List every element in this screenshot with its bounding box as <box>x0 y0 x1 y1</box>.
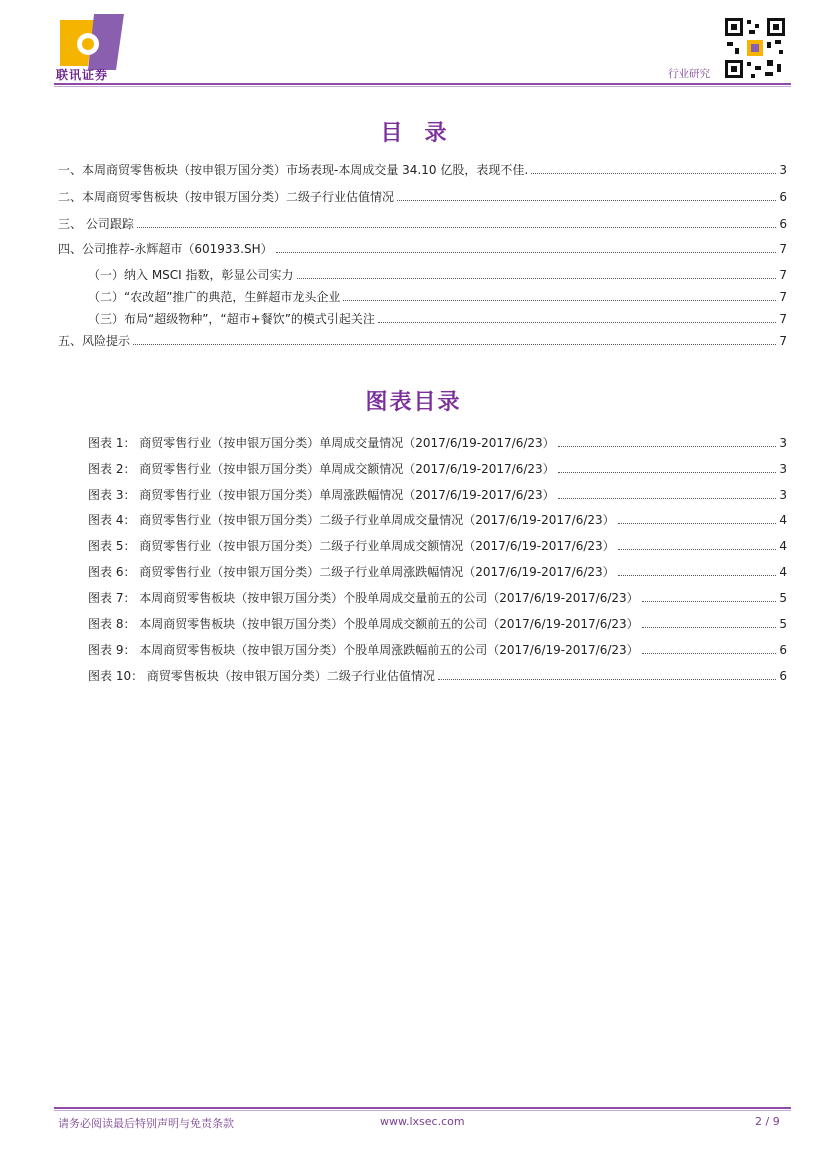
header-divider <box>54 83 791 85</box>
website-link[interactable]: www.lxsec.com <box>380 1115 465 1128</box>
figure-entry[interactable]: 图表 5： 商贸零售行业（按申银万国分类）二级子行业单周成交额情况（2017/6/19-2017/6/23） 4 <box>88 539 787 553</box>
page-number: 2 / 9 <box>755 1115 780 1128</box>
footer-divider <box>54 1107 791 1109</box>
figure-entry[interactable]: 图表 7： 本周商贸零售板块（按申银万国分类）个股单周成交量前五的公司（2017/6/19-2017/6/23） 5 <box>88 591 787 605</box>
figure-entry[interactable]: 图表 4： 商贸零售行业（按申银万国分类）二级子行业单周成交量情况（2017/6/19-2017/6/23） 4 <box>88 513 787 527</box>
disclaimer-text: 请务必阅读最后特别声明与免责条款 <box>58 1117 234 1130</box>
toc-entry[interactable]: 三、 公司跟踪 6 <box>58 217 787 231</box>
toc-entry[interactable]: 五、风险提示 7 <box>58 334 787 348</box>
figure-entry[interactable]: 图表 9： 本周商贸零售板块（按申银万国分类）个股单周涨跌幅前五的公司（2017/6/19-2017/6/23） 6 <box>88 643 787 657</box>
qr-code-icon <box>723 16 787 80</box>
figure-entry[interactable]: 图表 6： 商贸零售行业（按申银万国分类）二级子行业单周涨跌幅情况（2017/6/19-2017/6/23） 4 <box>88 565 787 579</box>
report-type-label: 行业研究 <box>668 68 710 80</box>
figure-list-title: 图表目录 <box>365 390 462 415</box>
figure-entry[interactable]: 图表 1： 商贸零售行业（按申银万国分类）单周成交量情况（2017/6/19-2017/6/23） 3 <box>88 436 787 450</box>
toc-entry[interactable]: 四、公司推荐-永辉超市（601933.SH） 7 <box>58 242 787 256</box>
toc-subentry[interactable]: （三）布局“超级物种”，“超市+餐饮”的模式引起关注 7 <box>88 312 787 326</box>
toc-subentry[interactable]: （二）“农改超”推广的典范，生鲜超市龙头企业 7 <box>88 290 787 304</box>
logo-text: 联讯证券 <box>56 68 109 82</box>
toc-subentry[interactable]: （一）纳入 MSCI 指数，彰显公司实力 7 <box>88 268 787 282</box>
figure-entry[interactable]: 图表 2： 商贸零售行业（按申银万国分类）单周成交额情况（2017/6/19-2017/6/23） 3 <box>88 462 787 476</box>
toc-entry[interactable]: 一、本周商贸零售板块（按申银万国分类）市场表现-本周成交量 34.10 亿股，表现不佳. 3 <box>58 163 787 177</box>
footer-divider-thin <box>54 1110 791 1111</box>
figure-entry[interactable]: 图表 3： 商贸零售行业（按申银万国分类）单周涨跌幅情况（2017/6/19-2017/6/23） 3 <box>88 488 787 502</box>
header-divider-thin <box>54 86 791 87</box>
figure-entry[interactable]: 图表 8： 本周商贸零售板块（按申银万国分类）个股单周成交额前五的公司（2017/6/19-2017/6/23） 5 <box>88 617 787 631</box>
figure-entry[interactable]: 图表 10： 商贸零售板块（按申银万国分类）二级子行业估值情况 6 <box>88 669 787 683</box>
toc-entry[interactable]: 二、本周商贸零售板块（按申银万国分类）二级子行业估值情况 6 <box>58 190 787 204</box>
toc-title: 目录 <box>380 121 469 146</box>
